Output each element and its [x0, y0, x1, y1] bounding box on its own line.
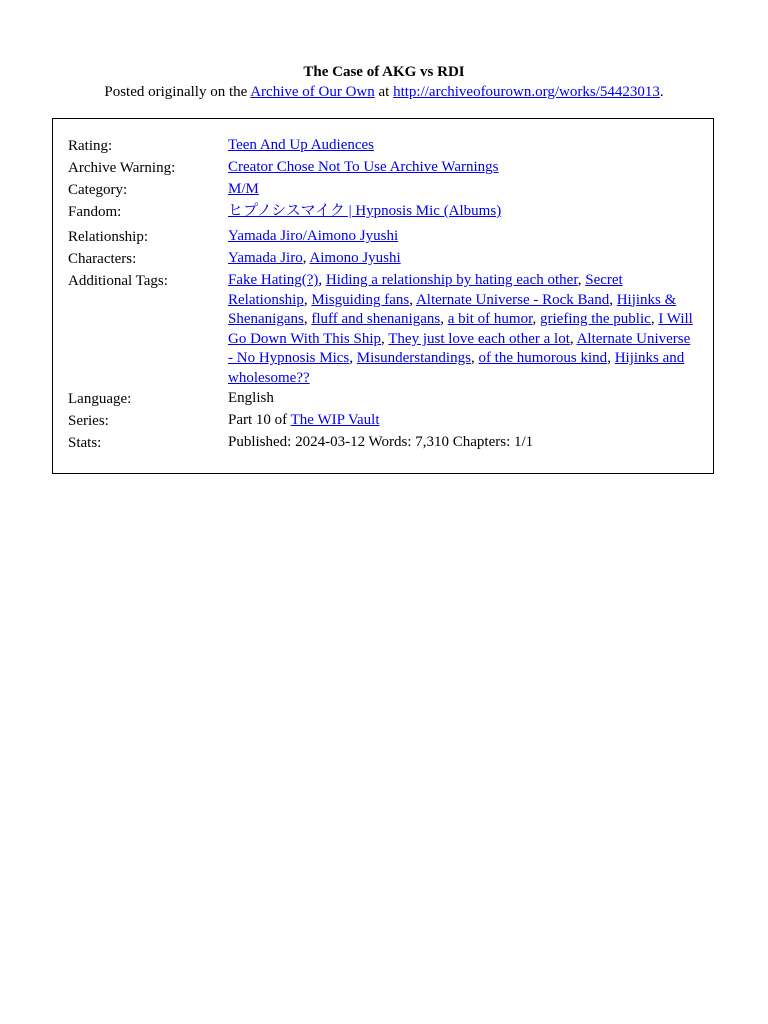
tags-link[interactable]: a bit of humor: [447, 311, 533, 328]
relationship-label: Relationship:: [68, 229, 148, 245]
characters-link[interactable]: Aimono Jyushi: [309, 250, 401, 266]
series-link[interactable]: The WIP Vault: [290, 411, 380, 428]
relationship-link[interactable]: Yamada Jiro/Aimono Jyushi: [228, 228, 399, 244]
tags-label: Additional Tags:: [68, 273, 168, 289]
language-label: Language:: [68, 390, 132, 407]
archive-link[interactable]: Archive of Our Own: [250, 84, 375, 100]
category-link[interactable]: M/M: [228, 181, 259, 197]
meta-row-characters: [68, 249, 698, 271]
meta-row-tags: [68, 271, 698, 389]
tags-separator: ,: [532, 311, 540, 328]
tags-link[interactable]: Hiding a relationship by hating each other: [325, 272, 578, 288]
tags-separator: ,: [650, 311, 659, 328]
series-prefix: Part 10 of: [228, 411, 291, 428]
tags-separator: ,: [409, 291, 416, 308]
tags-separator: ,: [607, 350, 615, 367]
tags-value: [228, 271, 698, 389]
tags-separator: ,: [440, 311, 448, 328]
work-meta-table: [68, 136, 698, 455]
tags-link[interactable]: Fake Hating(?): [228, 272, 319, 288]
rating-value: [228, 136, 698, 158]
posted-suffix: .: [659, 84, 664, 100]
series-value: [228, 411, 698, 433]
rating-link[interactable]: Teen And Up Audiences: [228, 137, 375, 153]
posted-line: [0, 82, 768, 102]
work-title: The Case of AKG vs RDI: [303, 64, 465, 80]
tags-link[interactable]: of the humorous kind: [478, 350, 608, 367]
category-label: Category:: [68, 182, 128, 198]
characters-link[interactable]: Yamada Jiro: [228, 250, 303, 266]
tags-link[interactable]: Misguiding fans: [311, 291, 410, 308]
warning-link[interactable]: Creator Chose Not To Use Archive Warnings: [228, 159, 499, 175]
characters-value: [228, 249, 698, 271]
meta-row-relationship: [68, 227, 698, 249]
tags-link[interactable]: They just love each other a lot: [388, 330, 570, 347]
rating-label: Rating:: [68, 138, 113, 154]
tags-link[interactable]: Alternate Universe - No Hypnosis Mics: [228, 330, 691, 367]
tags-link[interactable]: Alternate Universe - Rock Band: [415, 291, 610, 308]
tags-link[interactable]: griefing the public: [540, 311, 651, 328]
tags-separator: ,: [381, 330, 389, 347]
meta-row-category: [68, 180, 698, 202]
fandom-label: Fandom:: [68, 204, 122, 220]
stats-label: Stats:: [68, 434, 102, 451]
tags-link[interactable]: Hijinks and wholesome??: [228, 350, 685, 386]
tags-separator: ,: [577, 272, 586, 288]
meta-row-series: [68, 411, 698, 433]
meta-row-warning: [68, 158, 698, 180]
stats-value: Published: 2024-03-12 Words: 7,310 Chapters: 1/1: [228, 433, 534, 450]
fandom-value: [228, 202, 698, 227]
tags-separator: ,: [349, 350, 357, 367]
meta-row-fandom: [68, 202, 698, 227]
relationship-value: [228, 227, 698, 249]
tags-link[interactable]: Hijinks & Shenanigans: [228, 291, 677, 328]
work-url-link[interactable]: http://archiveofourown.org/works/54423013: [393, 84, 660, 100]
posted-prefix: Posted originally on the: [104, 84, 251, 100]
language-value: English: [228, 389, 274, 406]
tags-separator: ,: [470, 350, 479, 367]
meta-row-stats: [68, 433, 698, 455]
work-meta-box: [52, 118, 714, 474]
tags-separator: ,: [318, 272, 326, 288]
tags-link[interactable]: fluff and shenanigans: [311, 311, 441, 328]
tags-separator: ,: [303, 311, 312, 328]
warning-value: [228, 158, 698, 180]
series-label: Series:: [68, 412, 109, 429]
work-header: [0, 62, 768, 102]
tags-link[interactable]: I Will Go Down With This Ship: [228, 311, 693, 347]
fandom-link[interactable]: ヒプノシスマイク | Hypnosis Mic (Albums): [228, 203, 502, 219]
posted-mid: at: [374, 84, 394, 100]
meta-row-language: [68, 389, 698, 411]
meta-row-rating: [68, 136, 698, 158]
tags-link[interactable]: Secret Relationship: [228, 272, 623, 308]
tags-link[interactable]: Misunderstandings: [356, 350, 471, 367]
characters-label: Characters:: [68, 251, 137, 267]
characters-separator: ,: [302, 250, 310, 266]
category-value: [228, 180, 698, 202]
tags-separator: ,: [569, 330, 577, 347]
tags-separator: ,: [303, 291, 312, 308]
tags-separator: ,: [609, 291, 617, 308]
warning-label: Archive Warning:: [68, 160, 176, 176]
